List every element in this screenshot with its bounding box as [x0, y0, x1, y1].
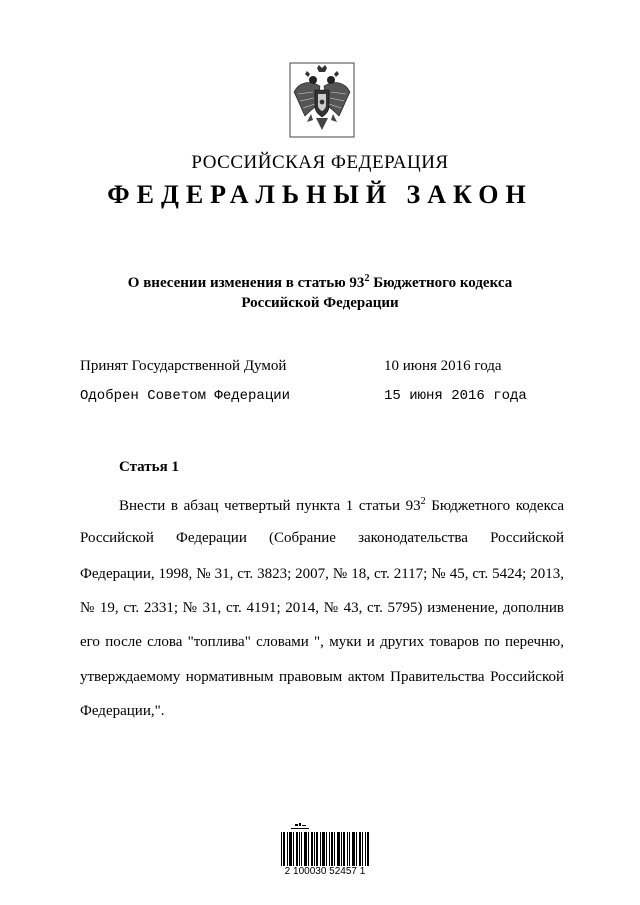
- adoption-council-label: Одобрен Советом Федерации: [80, 388, 291, 404]
- coat-of-arms-emblem: [289, 62, 355, 138]
- law-type-title: ФЕДЕРАЛЬНЫЙ ЗАКОН: [107, 180, 533, 209]
- article-line-4: № 19, ст. 2331; № 31, ст. 4191; 2014, № 43, ст. 5795) изменение, дополнив: [80, 600, 564, 616]
- article-line-5: его после слова "топлива" словами ", муки и других товаров по перечню,: [80, 634, 564, 650]
- law-subject: [0, 269, 640, 313]
- barcode-bars-icon: [281, 832, 369, 866]
- article-line-1-post: Бюджетного кодекса: [425, 498, 564, 514]
- article-line-1-pre: Внести в абзац четвертый пункта 1 статьи 93: [119, 498, 421, 514]
- article-line-1: [119, 496, 564, 515]
- article-line-2: Российской Федерации (Собрание законодательства Российской: [80, 530, 564, 546]
- article-line-3: Федерации, 1998, № 31, ст. 3823; 2007, № 18, ст. 2117; № 45, ст. 5424; 2013,: [80, 566, 564, 582]
- subject-text-pre: О внесении изменения в статью 93: [127, 275, 365, 291]
- barcode-number: 2 100030 52457 1: [284, 866, 366, 877]
- adoption-council-date: 15 июня 2016 года: [384, 388, 527, 404]
- adoption-duma-label: Принят Государственной Думой: [80, 358, 287, 374]
- subject-superscript: 2: [364, 273, 370, 284]
- article-superscript: 2: [420, 496, 426, 507]
- barcode-mark-icon: [291, 823, 309, 829]
- country-title: РОССИЙСКАЯ ФЕДЕРАЦИЯ: [191, 152, 449, 173]
- subject-line-2: Российской Федерации: [241, 295, 399, 311]
- article-line-6: утверждаемому нормативным правовым актом Правительства Российской: [80, 669, 564, 685]
- subject-text-post: Бюджетного кодекса: [369, 275, 513, 291]
- adoption-duma-date: 10 июня 2016 года: [384, 358, 502, 374]
- article-title: Статья 1: [119, 459, 179, 475]
- article-line-7: Федерации,".: [80, 703, 165, 719]
- subject-line-1: [0, 269, 640, 293]
